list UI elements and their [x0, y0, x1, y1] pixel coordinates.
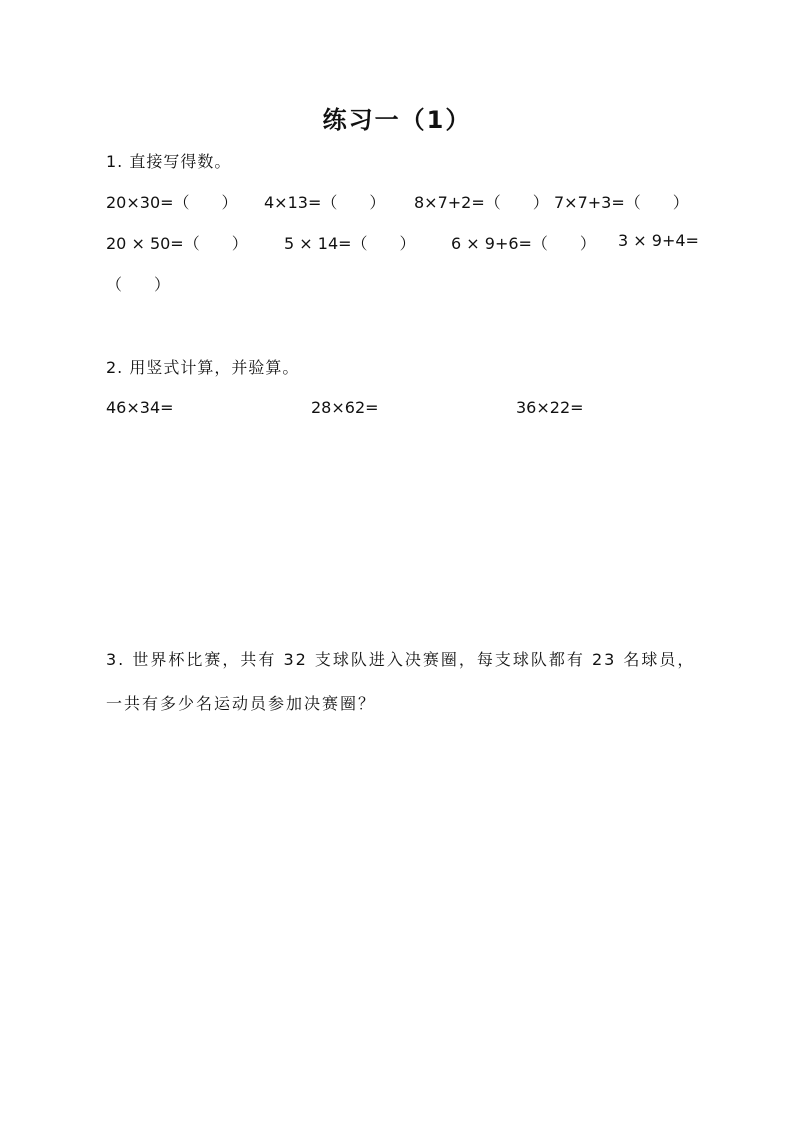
section1-heading: 1. 直接写得数。	[106, 152, 232, 171]
mental-math-item: 20×30=（ ）	[106, 193, 238, 212]
section2-heading: 2. 用竖式计算，并验算。	[106, 358, 300, 377]
mental-math-item: 8×7+2=（ ）	[414, 193, 549, 212]
word-problem-line: 一共有多少名运动员参加决赛圈？	[106, 694, 377, 713]
mental-math-item: 6 × 9+6=（ ）	[451, 234, 596, 253]
mental-math-item: 3 × 9+4=	[618, 231, 699, 250]
answer-blank: （ ）	[106, 275, 171, 294]
vertical-calc-item: 46×34=	[106, 398, 174, 417]
page-title: 练习一（1）	[322, 106, 472, 134]
mental-math-item: 5 × 14=（ ）	[284, 234, 416, 253]
mental-math-item: 20 × 50=（ ）	[106, 234, 248, 253]
mental-math-item: 4×13=（ ）	[264, 193, 386, 212]
mental-math-item: 7×7+3=（ ）	[554, 193, 689, 212]
vertical-calc-item: 36×22=	[516, 398, 584, 417]
word-problem-line: 3. 世界杯比赛，共有 32 支球队进入决赛圈，每支球队都有 23 名球员，	[106, 650, 696, 669]
vertical-calc-item: 28×62=	[311, 398, 379, 417]
